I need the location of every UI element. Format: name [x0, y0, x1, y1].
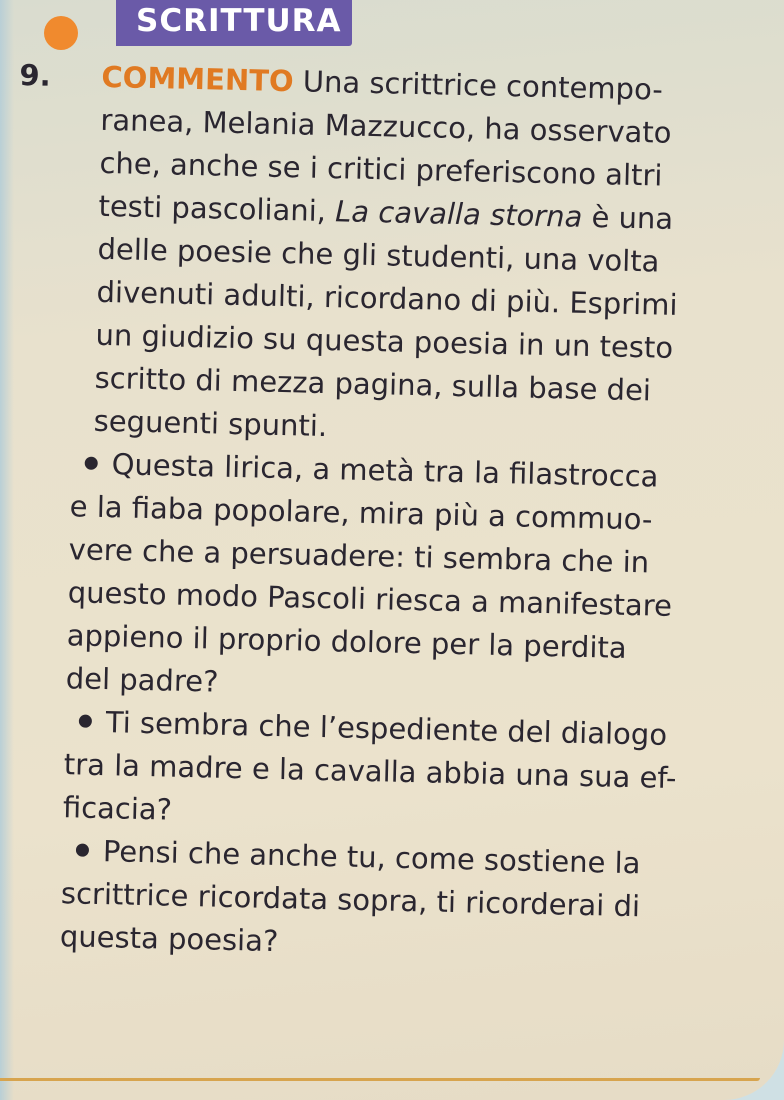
- bullet-dot-icon: [76, 843, 89, 856]
- bullet-text-line: Pensi che anche tu, come sostiene la: [102, 834, 641, 881]
- intro-text-line: scritto di mezza pagina, sulla base dei: [94, 360, 652, 408]
- bullet-text-line: appieno il proprio dolore per la perdita: [66, 618, 628, 665]
- intro-text-line: delle poesie che gli studenti, una volta: [97, 231, 660, 279]
- intro-text-line: che, anche se i critici preferiscono altri: [99, 145, 663, 193]
- exercise-number: 9.: [19, 57, 52, 93]
- exercise-heading: COMMENTO: [101, 59, 295, 99]
- bullet-text-line: del padre?: [65, 661, 219, 699]
- intro-text-line: ranea, Melania Mazzucco, ha osservato: [100, 102, 672, 150]
- bullet-text-line: vere che a persuadere: ti sembra che in: [68, 532, 650, 580]
- section-label: SCRITTURA: [136, 3, 342, 39]
- bullet-text-line: questa poesia?: [59, 919, 279, 959]
- intro-text-line: divenuti adulti, ricordano di più. Esprimi: [96, 274, 678, 322]
- exercise-9: [0, 54, 770, 974]
- poem-title: La cavalla storna: [334, 194, 583, 234]
- bullet-text-line: tra la madre e la cavalla abbia una sua ef-: [63, 747, 677, 796]
- intro-text-line: Una scrittrice contempo-: [302, 64, 664, 107]
- bullet-text-line: e la fiaba popolare, mira più a commuo-: [69, 489, 653, 537]
- section-marker-dot: [44, 16, 78, 50]
- bullet-dot-icon: [85, 456, 98, 469]
- bullet-dot-icon: [79, 714, 92, 727]
- bullet-text-line: ficacia?: [62, 790, 173, 827]
- bullet-text-line: scrittrice ricordata sopra, ti ricorderai di: [60, 876, 641, 924]
- page-bottom-rule: [0, 1078, 760, 1081]
- bullet-text-line: Ti sembra che l’espediente del dialogo: [105, 705, 668, 752]
- intro-text-segment: testi pascoliani,: [98, 188, 336, 229]
- bullet-text-line: questo modo Pascoli riesca a manifestare: [67, 575, 673, 623]
- intro-text-segment: è una: [581, 199, 674, 236]
- intro-text-line: un giudizio su questa poesia in un testo: [95, 317, 674, 365]
- bullet-text-line: Questa lirica, a metà tra la filastrocca: [111, 447, 659, 494]
- intro-text-line: seguenti spunti.: [93, 403, 328, 444]
